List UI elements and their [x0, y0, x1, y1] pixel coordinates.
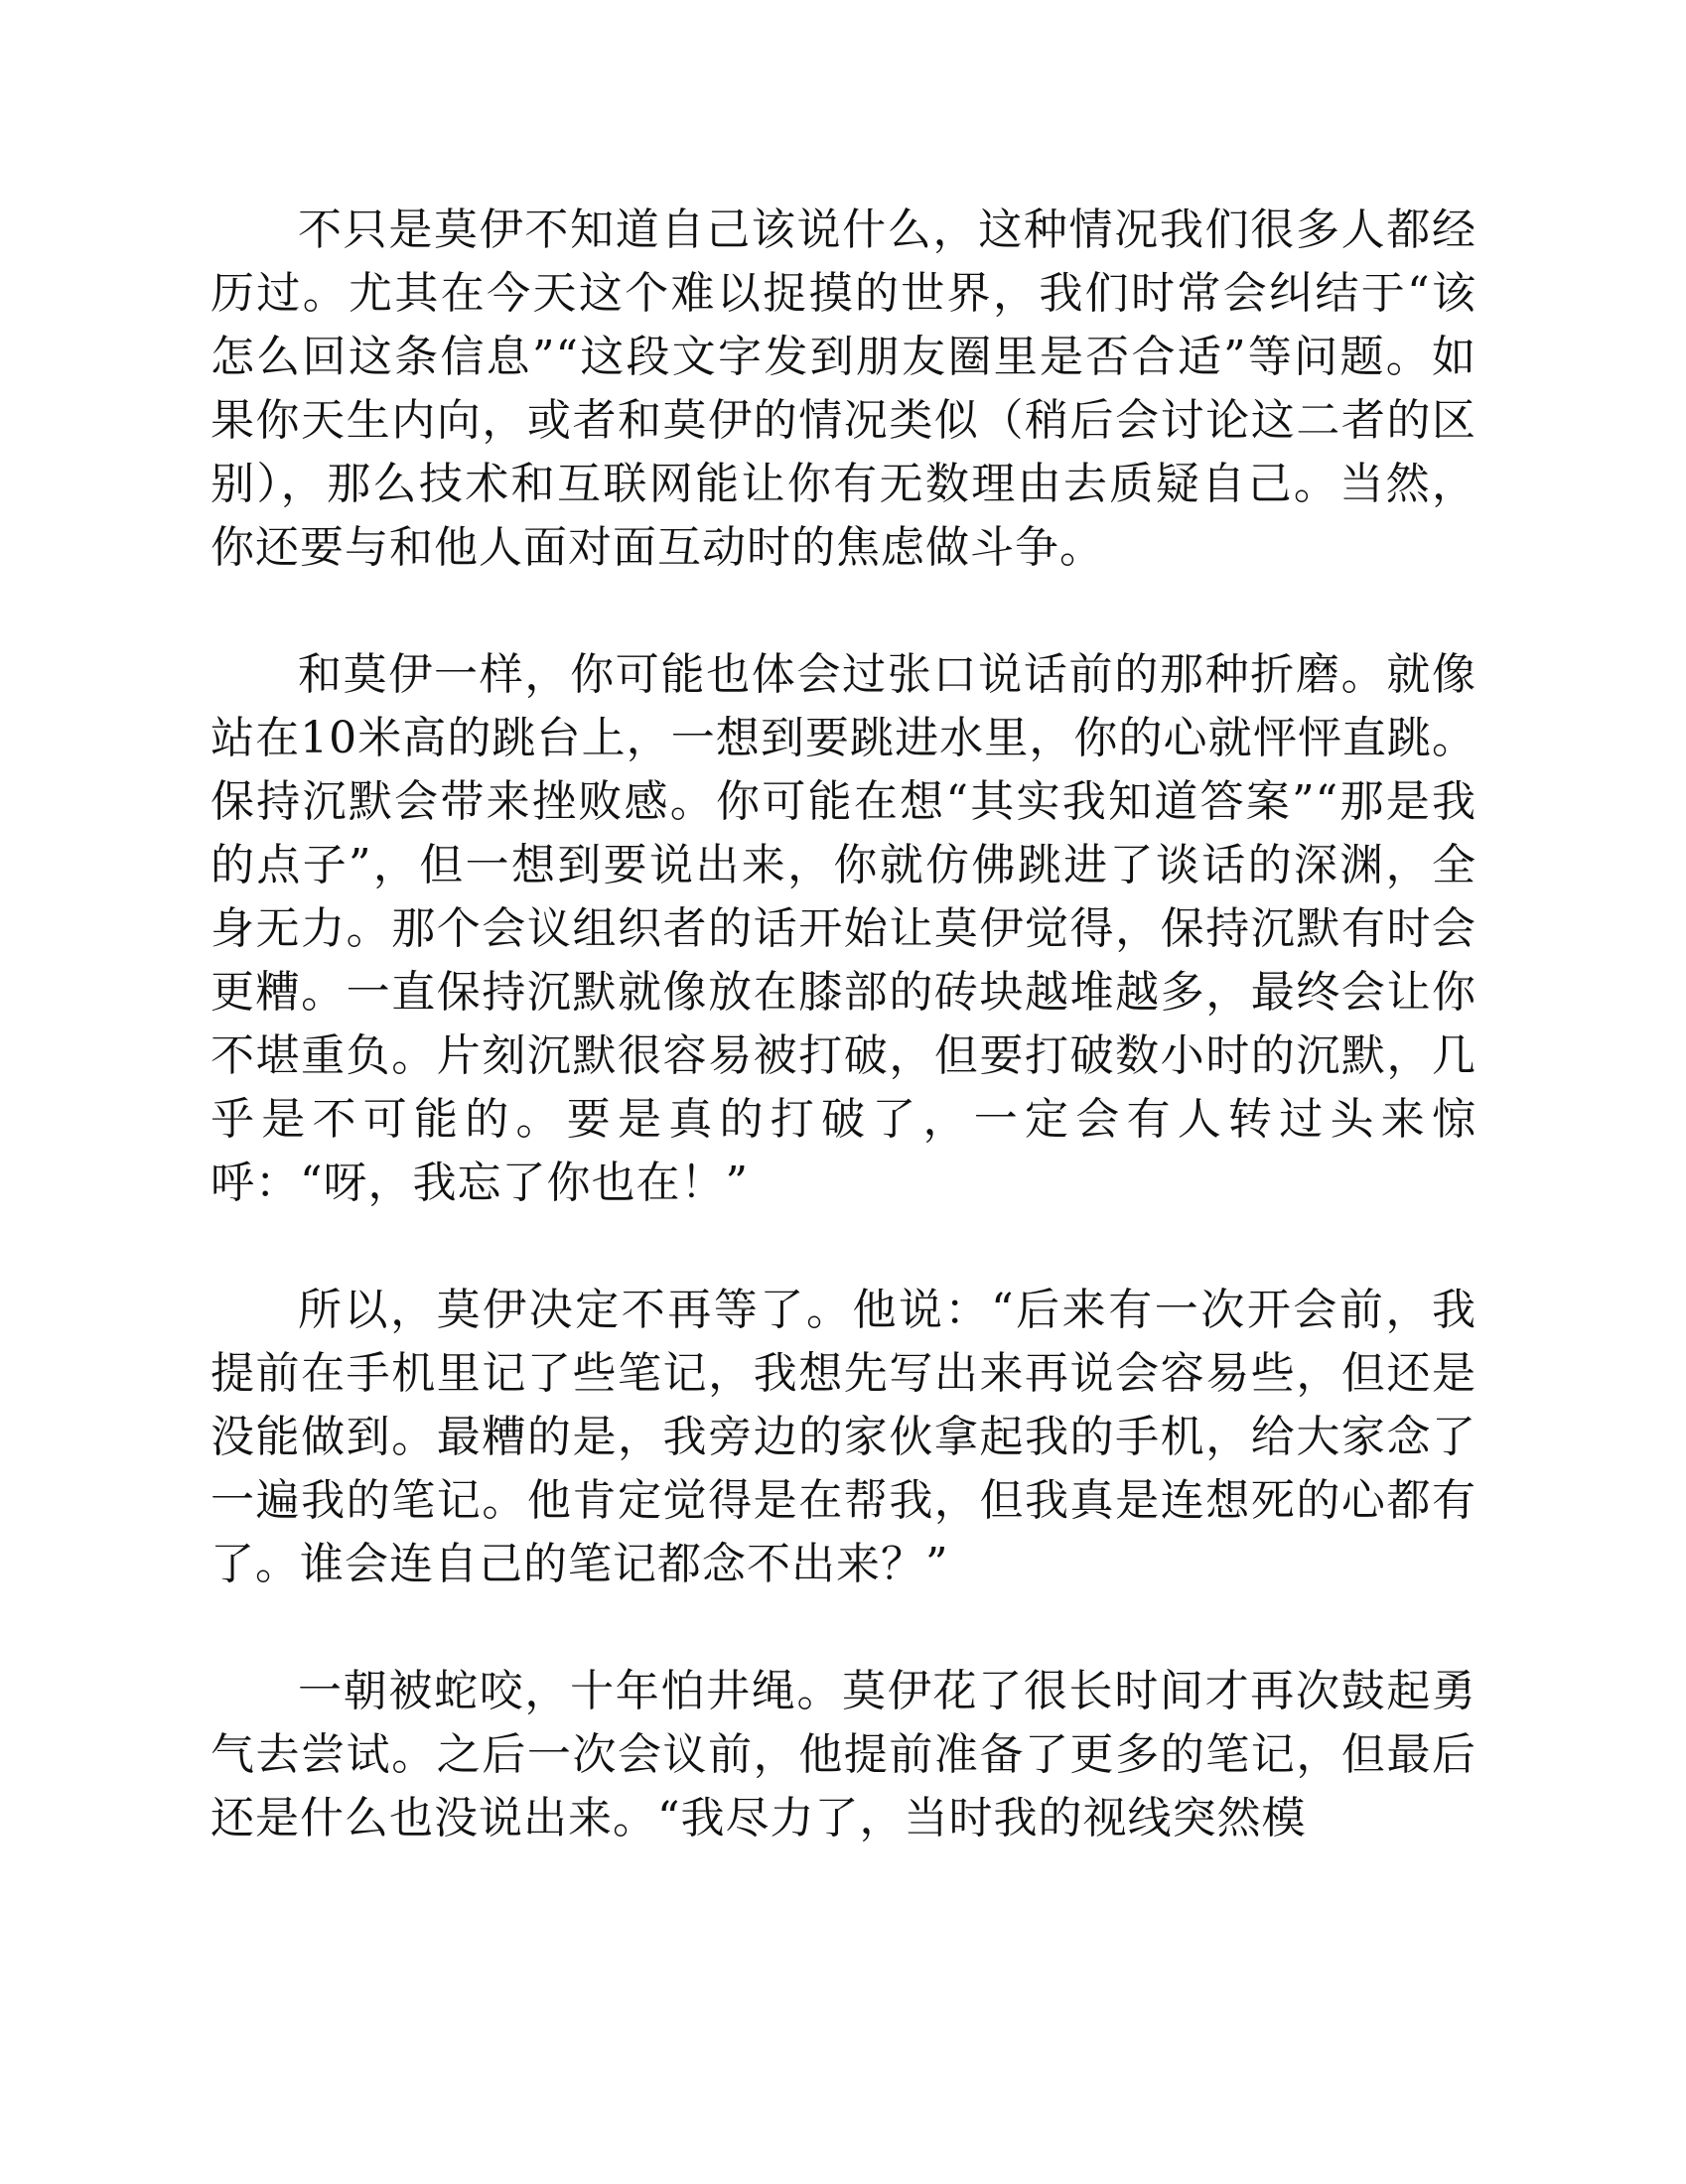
- paragraph-3: 所以，莫伊决定不再等了。他说：“后来有一次开会前，我提前在手机里记了些笔记，我想先写出来再说会容易些，但还是没能做到。最糟的是，我旁边的家伙拿起我的手机，给大家念了一遍我的笔记。他肯定觉得是在帮我，但我真是连想死的心都有了。谁会连自己的笔记都念不出来？”: [211, 1285, 1476, 1589]
- body-text: [211, 199, 1476, 1850]
- paragraph-2: 和莫伊一样，你可能也体会过张口说话前的那种折磨。就像站在10米高的跳台上，一想到要跳进水里，你的心就怦怦直跳。保持沉默会带来挫败感。你可能在想“其实我知道答案”“那是我的点子”，但一想到要说出来，你就仿佛跳进了谈话的深渊，全身无力。那个会议组织者的话开始让莫伊觉得，保持沉默有时会更糟。一直保持沉默就像放在膝部的砖块越堆越多，最终会让你不堪重负。片刻沉默很容易被打破，但要打破数小时的沉默，几乎是不可能的。要是真的打破了，一定会有人转过头来惊呼：“呀，我忘了你也在！”: [211, 649, 1476, 1208]
- paragraph-4: 一朝被蛇咬，十年怕井绳。莫伊花了很长时间才再次鼓起勇气去尝试。之后一次会议前，他提前准备了更多的笔记，但最后还是什么也没说出来。“我尽力了，当时我的视线突然模: [211, 1666, 1476, 1843]
- paragraph-1: 不只是莫伊不知道自己该说什么，这种情况我们很多人都经历过。尤其在今天这个难以捉摸的世界，我们时常会纠结于“该怎么回这条信息”“这段文字发到朋友圈里是否合适”等问题。如果你天生内向，或者和莫伊的情况类似（稍后会讨论这二者的区别），那么技术和互联网能让你有无数理由去质疑自己。当然，你还要与和他人面对面互动时的焦虑做斗争。: [211, 205, 1476, 573]
